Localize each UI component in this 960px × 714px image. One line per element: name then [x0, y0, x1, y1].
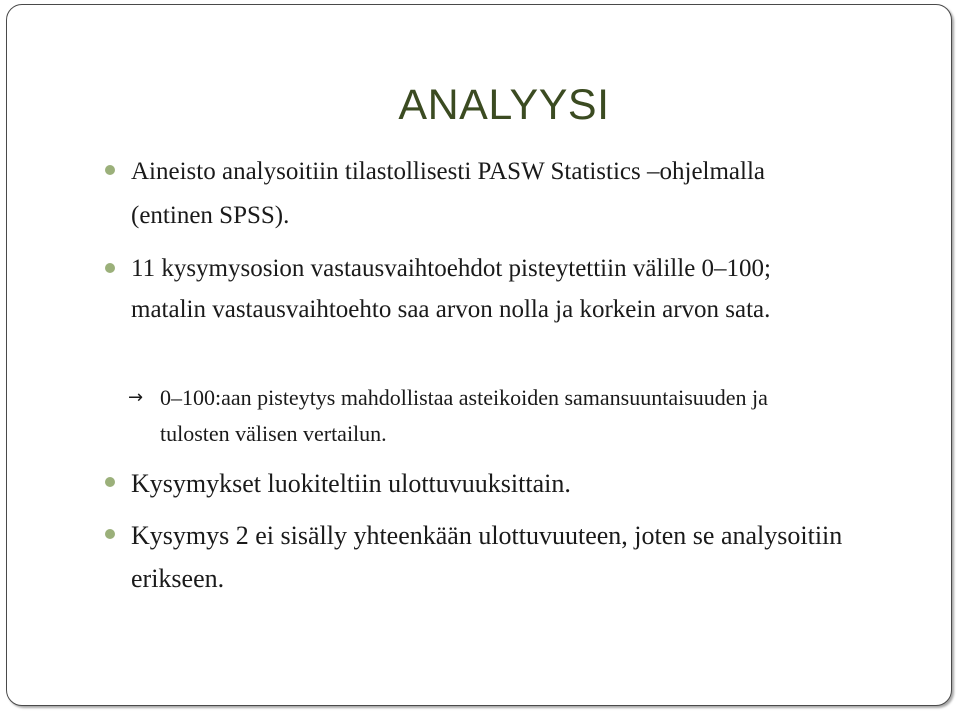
bullet-item — [131, 462, 831, 506]
slide-title: ANALYYSI — [398, 81, 610, 129]
right-arrow-icon: → — [128, 387, 144, 408]
bullet-item — [131, 150, 811, 238]
bullet-item — [131, 248, 831, 330]
bullet-dot-icon — [105, 263, 115, 273]
bullet-text: 11 kysymysosion vastausvaihtoehdot pisteytettiin välille 0–100; matalin vastausvaihtoehto saa arvon nolla ja korkein arvon sata. — [131, 255, 771, 323]
sub-bullet-item — [128, 380, 800, 452]
bullet-text: Kysymykset luokiteltiin ulottuvuuksittain. — [131, 469, 571, 498]
bullet-text: Kysymys 2 ei sisälly yhteenkään ulottuvuuteen, joten se analysoitiin erikseen. — [131, 521, 843, 593]
bullet-dot-icon — [105, 477, 115, 487]
sub-bullet-text: 0–100:aan pisteytys mahdollistaa asteikoiden samansuuntaisuuden ja tulosten välisen vertailun. — [160, 385, 768, 446]
bullet-item — [131, 514, 851, 600]
bullet-dot-icon — [105, 529, 115, 539]
bullet-dot-icon — [105, 165, 115, 175]
bullet-text: Aineisto analysoitiin tilastollisesti PASW Statistics –ohjelmalla (entinen SPSS). — [131, 158, 766, 229]
